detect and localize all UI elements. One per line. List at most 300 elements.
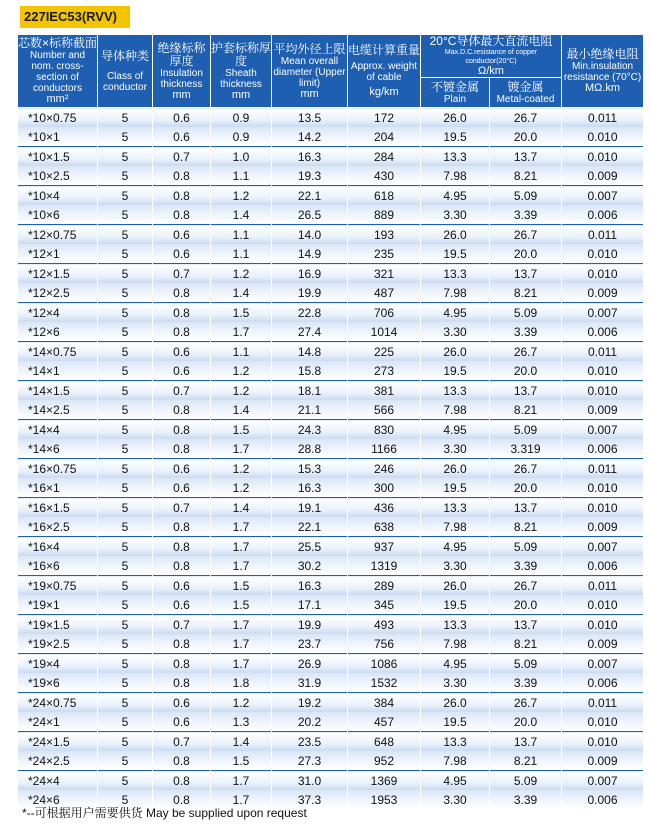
table-cell: 19.2 <box>272 693 348 713</box>
table-cell: 8.21 <box>490 517 562 537</box>
table-cell: 4.95 <box>421 186 490 206</box>
table-cell: 0.8 <box>153 654 211 674</box>
table-cell: *12×1.5 <box>18 264 98 284</box>
table-cell: *12×1 <box>18 244 98 264</box>
table-cell: 13.7 <box>490 732 562 752</box>
table-cell: 13.7 <box>490 381 562 401</box>
table-cell: 26.5 <box>272 205 348 225</box>
table-cell: *19×1.5 <box>18 615 98 635</box>
table-cell: 0.8 <box>153 186 211 206</box>
table-cell: 19.5 <box>421 712 490 732</box>
table-cell: 13.3 <box>421 498 490 518</box>
table-cell: 0.6 <box>153 244 211 264</box>
table-cell: 5 <box>98 361 153 381</box>
table-cell: 3.39 <box>490 673 562 693</box>
table-cell: 5 <box>98 205 153 225</box>
table-cell: 25.5 <box>272 537 348 557</box>
table-row <box>18 771 644 791</box>
header-insulation-zh: 绝缘标称厚度 <box>157 40 206 68</box>
table-cell: 5 <box>98 654 153 674</box>
table-cell: 0.9 <box>211 108 272 128</box>
header-coated-zh: 镀金属 <box>507 79 544 94</box>
table-cell: 13.3 <box>421 381 490 401</box>
table-cell: 13.7 <box>490 498 562 518</box>
table-cell: 487 <box>348 283 421 303</box>
table-cell: 0.010 <box>562 264 644 284</box>
table-row <box>18 244 644 264</box>
table-cell: 0.010 <box>562 498 644 518</box>
table-cell: *14×2.5 <box>18 400 98 420</box>
document-title: 227IEC53(RVV) <box>20 6 130 28</box>
table-cell: 5.09 <box>490 537 562 557</box>
table-cell: 13.7 <box>490 147 562 167</box>
table-cell: 1369 <box>348 771 421 791</box>
table-cell: 0.010 <box>562 244 644 264</box>
table-cell: 1.8 <box>211 673 272 693</box>
table-cell: *16×0.75 <box>18 459 98 479</box>
table-cell: 13.3 <box>421 264 490 284</box>
table-cell: 26.7 <box>490 225 562 245</box>
header-weight-en: Approx. weight of cable <box>350 61 418 83</box>
table-cell: *16×4 <box>18 537 98 557</box>
table-cell: 5 <box>98 303 153 323</box>
table-cell: 1.4 <box>211 732 272 752</box>
table-cell: 22.8 <box>272 303 348 323</box>
table-cell: 1.1 <box>211 225 272 245</box>
table-cell: 7.98 <box>421 166 490 186</box>
table-body <box>18 108 644 810</box>
table-cell: *12×2.5 <box>18 283 98 303</box>
table-cell: 1.7 <box>211 654 272 674</box>
table-cell: 3.30 <box>421 205 490 225</box>
table-row <box>18 732 644 752</box>
table-cell: 345 <box>348 595 421 615</box>
table-row <box>18 751 644 771</box>
table-cell: 436 <box>348 498 421 518</box>
table-cell: 5 <box>98 615 153 635</box>
table-cell: 3.39 <box>490 556 562 576</box>
table-cell: 26.7 <box>490 342 562 362</box>
table-cell: *19×2.5 <box>18 634 98 654</box>
table-cell: 19.9 <box>272 283 348 303</box>
table-cell: 4.95 <box>421 537 490 557</box>
table-cell: 0.006 <box>562 439 644 459</box>
table-cell: 5 <box>98 400 153 420</box>
table-cell: 0.8 <box>153 439 211 459</box>
header-spec-en: Number and nom. cross-section of conductors <box>29 50 86 94</box>
table-cell: 756 <box>348 634 421 654</box>
table-cell: 1.5 <box>211 420 272 440</box>
table-cell: 0.8 <box>153 751 211 771</box>
table-cell: 1.1 <box>211 342 272 362</box>
table-row <box>18 342 644 362</box>
table-cell: 5 <box>98 459 153 479</box>
table-cell: 1.4 <box>211 205 272 225</box>
table-cell: 1.2 <box>211 478 272 498</box>
header-min-insulation-unit: MΩ.km <box>584 82 621 94</box>
table-cell: 1.3 <box>211 712 272 732</box>
table-cell: *24×0.75 <box>18 693 98 713</box>
table-cell: 19.9 <box>272 615 348 635</box>
table-cell: 284 <box>348 147 421 167</box>
table-cell: 381 <box>348 381 421 401</box>
table-cell: 3.39 <box>490 205 562 225</box>
table-cell: 1.5 <box>211 303 272 323</box>
table-row <box>18 420 644 440</box>
table-cell: 0.7 <box>153 381 211 401</box>
header-plain-en: Plain <box>443 93 467 105</box>
table-row <box>18 303 644 323</box>
table-cell: 5 <box>98 166 153 186</box>
table-cell: 5.09 <box>490 303 562 323</box>
table-cell: 5 <box>98 420 153 440</box>
table-cell: 3.39 <box>490 322 562 342</box>
table-cell: *12×0.75 <box>18 225 98 245</box>
table-cell: 5.09 <box>490 771 562 791</box>
table-cell: *14×1 <box>18 361 98 381</box>
header-weight-unit: kg/km <box>369 86 399 98</box>
table-cell: 1532 <box>348 673 421 693</box>
header-diameter-unit: mm <box>300 87 319 100</box>
table-cell: 4.95 <box>421 303 490 323</box>
table-cell: 1.7 <box>211 634 272 654</box>
table-cell: 15.3 <box>272 459 348 479</box>
table-cell: 26.9 <box>272 654 348 674</box>
table-row <box>18 166 644 186</box>
table-cell: 7.98 <box>421 400 490 420</box>
table-row <box>18 654 644 674</box>
table-cell: 0.6 <box>153 127 211 147</box>
table-cell: 0.8 <box>153 303 211 323</box>
table-cell: *14×4 <box>18 420 98 440</box>
table-cell: *12×6 <box>18 322 98 342</box>
table-row <box>18 615 644 635</box>
table-cell: 0.009 <box>562 400 644 420</box>
table-cell: 13.7 <box>490 615 562 635</box>
table-cell: 0.6 <box>153 361 211 381</box>
table-cell: 5 <box>98 693 153 713</box>
header-sheath-zh: 护套标称厚度 <box>211 40 272 68</box>
table-cell: 26.7 <box>490 576 562 596</box>
header-sheath <box>211 35 272 108</box>
table-cell: 193 <box>348 225 421 245</box>
table-cell: 1.2 <box>211 361 272 381</box>
table-cell: 1.7 <box>211 322 272 342</box>
table-row <box>18 673 644 693</box>
table-cell: 14.9 <box>272 244 348 264</box>
table-cell: 0.6 <box>153 478 211 498</box>
table-row <box>18 108 644 128</box>
table-cell: 23.7 <box>272 634 348 654</box>
table-cell: 0.011 <box>562 342 644 362</box>
table-cell: 952 <box>348 751 421 771</box>
table-cell: *24×4 <box>18 771 98 791</box>
table-cell: 0.009 <box>562 283 644 303</box>
table-cell: 14.2 <box>272 127 348 147</box>
table-row <box>18 439 644 459</box>
header-diameter-zh: 平均外径上限 <box>273 41 346 56</box>
table-cell: 384 <box>348 693 421 713</box>
table-cell: 1.5 <box>211 576 272 596</box>
table-cell: 648 <box>348 732 421 752</box>
table-cell: 0.007 <box>562 186 644 206</box>
table-cell: 0.8 <box>153 166 211 186</box>
table-cell: 0.010 <box>562 361 644 381</box>
cable-spec-table <box>17 34 644 809</box>
table-cell: 1.2 <box>211 186 272 206</box>
header-insulation-unit: mm <box>172 88 191 101</box>
table-cell: 19.5 <box>421 478 490 498</box>
table-cell: 300 <box>348 478 421 498</box>
header-plain-zh: 不镀金属 <box>430 79 479 94</box>
table-cell: 5 <box>98 537 153 557</box>
table-cell: 0.011 <box>562 693 644 713</box>
table-cell: 0.8 <box>153 537 211 557</box>
table-row <box>18 205 644 225</box>
table-cell: 937 <box>348 537 421 557</box>
table-cell: 0.010 <box>562 712 644 732</box>
table-cell: 5 <box>98 576 153 596</box>
table-cell: 16.3 <box>272 147 348 167</box>
table-cell: 0.8 <box>153 400 211 420</box>
header-diameter-en: Mean overall diameter (Upper limit) <box>273 55 346 89</box>
table-cell: 5 <box>98 478 153 498</box>
table-cell: 0.011 <box>562 459 644 479</box>
table-cell: *19×6 <box>18 673 98 693</box>
table-row <box>18 634 644 654</box>
header-spec <box>18 35 98 108</box>
table-cell: 0.8 <box>153 517 211 537</box>
table-cell: *10×1 <box>18 127 98 147</box>
table-cell: 7.98 <box>421 283 490 303</box>
table-cell: 430 <box>348 166 421 186</box>
header-insulation <box>153 35 211 108</box>
table-cell: *10×1.5 <box>18 147 98 167</box>
table-cell: 26.0 <box>421 342 490 362</box>
table-cell: 20.0 <box>490 478 562 498</box>
table-cell: 5 <box>98 244 153 264</box>
table-cell: 8.21 <box>490 751 562 771</box>
header-min-insulation-zh: 最小绝缘电阻 <box>566 47 639 61</box>
table-cell: 289 <box>348 576 421 596</box>
table-cell: 16.3 <box>272 478 348 498</box>
table-cell: *14×0.75 <box>18 342 98 362</box>
table-cell: 0.8 <box>153 790 211 809</box>
table-cell: 1.4 <box>211 283 272 303</box>
table-cell: 37.3 <box>272 790 348 809</box>
table-cell: 1.2 <box>211 381 272 401</box>
table-cell: 3.30 <box>421 322 490 342</box>
table-row <box>18 478 644 498</box>
table-cell: 0.006 <box>562 556 644 576</box>
table-cell: 20.0 <box>490 244 562 264</box>
table-row <box>18 537 644 557</box>
table-cell: 3.30 <box>421 439 490 459</box>
table-cell: *19×4 <box>18 654 98 674</box>
header-diameter <box>272 35 348 108</box>
table-cell: *16×2.5 <box>18 517 98 537</box>
table-cell: 13.3 <box>421 615 490 635</box>
table-cell: 0.6 <box>153 342 211 362</box>
table-cell: 0.6 <box>153 693 211 713</box>
table-row <box>18 127 644 147</box>
table-cell: 0.6 <box>153 459 211 479</box>
table-row <box>18 459 644 479</box>
table-cell: 0.8 <box>153 420 211 440</box>
table-cell: 1014 <box>348 322 421 342</box>
table-cell: 0.010 <box>562 147 644 167</box>
table-cell: 26.7 <box>490 693 562 713</box>
table-cell: 0.010 <box>562 127 644 147</box>
table-cell: 5 <box>98 556 153 576</box>
table-cell: 1.2 <box>211 264 272 284</box>
table-cell: 21.1 <box>272 400 348 420</box>
table-cell: 5 <box>98 439 153 459</box>
table-cell: 16.9 <box>272 264 348 284</box>
table-cell: 1.4 <box>211 400 272 420</box>
table-cell: 0.010 <box>562 381 644 401</box>
table-row <box>18 576 644 596</box>
table-cell: 5 <box>98 283 153 303</box>
table-cell: 7.98 <box>421 634 490 654</box>
table-cell: 1.2 <box>211 459 272 479</box>
table-row <box>18 517 644 537</box>
header-coated <box>490 78 562 108</box>
table-cell: 1319 <box>348 556 421 576</box>
table-cell: 26.0 <box>421 225 490 245</box>
table-cell: 1.2 <box>211 693 272 713</box>
table-cell: 0.6 <box>153 225 211 245</box>
table-cell: 830 <box>348 420 421 440</box>
table-cell: 0.006 <box>562 322 644 342</box>
table-cell: 4.95 <box>421 654 490 674</box>
table-row <box>18 693 644 713</box>
table-cell: 3.30 <box>421 556 490 576</box>
table-cell: 493 <box>348 615 421 635</box>
table-cell: 24.3 <box>272 420 348 440</box>
table-cell: 26.0 <box>421 459 490 479</box>
table-cell: 0.007 <box>562 420 644 440</box>
table-cell: 5 <box>98 771 153 791</box>
table-cell: 8.21 <box>490 634 562 654</box>
table-row <box>18 712 644 732</box>
table-cell: 4.95 <box>421 771 490 791</box>
table-cell: 18.1 <box>272 381 348 401</box>
header-plain <box>421 78 490 108</box>
table-cell: 5 <box>98 634 153 654</box>
table-cell: 4.95 <box>421 420 490 440</box>
table-cell: 20.0 <box>490 361 562 381</box>
header-weight-zh: 电缆计算重量 <box>348 43 421 57</box>
table-cell: 1.7 <box>211 556 272 576</box>
table-cell: 3.319 <box>490 439 562 459</box>
header-sheath-en: Sheath thickness <box>220 67 262 90</box>
table-cell: 0.006 <box>562 205 644 225</box>
table-cell: 0.011 <box>562 225 644 245</box>
table-cell: 638 <box>348 517 421 537</box>
table-cell: 5 <box>98 381 153 401</box>
table-cell: 31.9 <box>272 673 348 693</box>
table-cell: 5 <box>98 732 153 752</box>
table-cell: 8.21 <box>490 283 562 303</box>
table-cell: *24×1 <box>18 712 98 732</box>
table-cell: 1.7 <box>211 615 272 635</box>
table-cell: 26.0 <box>421 108 490 128</box>
table-cell: 5 <box>98 127 153 147</box>
table-row <box>18 283 644 303</box>
table-cell: 1.5 <box>211 751 272 771</box>
table-cell: 0.7 <box>153 498 211 518</box>
table-cell: 1.7 <box>211 537 272 557</box>
table-cell: 321 <box>348 264 421 284</box>
table-cell: 0.010 <box>562 732 644 752</box>
table-cell: 1.7 <box>211 439 272 459</box>
table-cell: 27.3 <box>272 751 348 771</box>
table-cell: 23.5 <box>272 732 348 752</box>
table-cell: 13.3 <box>421 732 490 752</box>
table-cell: 19.1 <box>272 498 348 518</box>
table-cell: 566 <box>348 400 421 420</box>
table-cell: *10×4 <box>18 186 98 206</box>
table-cell: 22.1 <box>272 517 348 537</box>
table-cell: 16.3 <box>272 576 348 596</box>
table-cell: 0.011 <box>562 576 644 596</box>
table-cell: 0.007 <box>562 303 644 323</box>
table-cell: 5 <box>98 751 153 771</box>
table-row <box>18 498 644 518</box>
table-cell: 0.8 <box>153 205 211 225</box>
table-cell: *14×6 <box>18 439 98 459</box>
table-cell: 1.7 <box>211 790 272 809</box>
table-cell: 0.6 <box>153 712 211 732</box>
table-cell: 8.21 <box>490 400 562 420</box>
table-cell: 1.7 <box>211 517 272 537</box>
header-class <box>98 35 153 108</box>
table-cell: 5 <box>98 342 153 362</box>
table-cell: *14×1.5 <box>18 381 98 401</box>
table-row <box>18 264 644 284</box>
table-cell: 0.007 <box>562 771 644 791</box>
table-cell: 1086 <box>348 654 421 674</box>
table-cell: 5.09 <box>490 186 562 206</box>
table-cell: 1953 <box>348 790 421 809</box>
table-cell: 5 <box>98 322 153 342</box>
table-cell: 13.3 <box>421 147 490 167</box>
table-cell: 0.007 <box>562 654 644 674</box>
table-cell: 0.009 <box>562 166 644 186</box>
table-cell: 19.5 <box>421 361 490 381</box>
table-cell: 1166 <box>348 439 421 459</box>
table-row <box>18 225 644 245</box>
table-cell: 7.98 <box>421 751 490 771</box>
table-cell: 0.7 <box>153 615 211 635</box>
table-cell: 5 <box>98 712 153 732</box>
table-cell: 0.8 <box>153 634 211 654</box>
table-cell: 0.009 <box>562 751 644 771</box>
table-cell: *19×1 <box>18 595 98 615</box>
table-cell: 1.5 <box>211 595 272 615</box>
table-cell: *16×1.5 <box>18 498 98 518</box>
table-cell: 20.0 <box>490 712 562 732</box>
table-cell: 0.9 <box>211 127 272 147</box>
table-cell: 246 <box>348 459 421 479</box>
table-cell: 0.011 <box>562 108 644 128</box>
table-cell: 0.8 <box>153 322 211 342</box>
table-cell: 5 <box>98 790 153 809</box>
table-cell: 5 <box>98 225 153 245</box>
table-cell: 1.7 <box>211 771 272 791</box>
table-cell: 0.6 <box>153 595 211 615</box>
